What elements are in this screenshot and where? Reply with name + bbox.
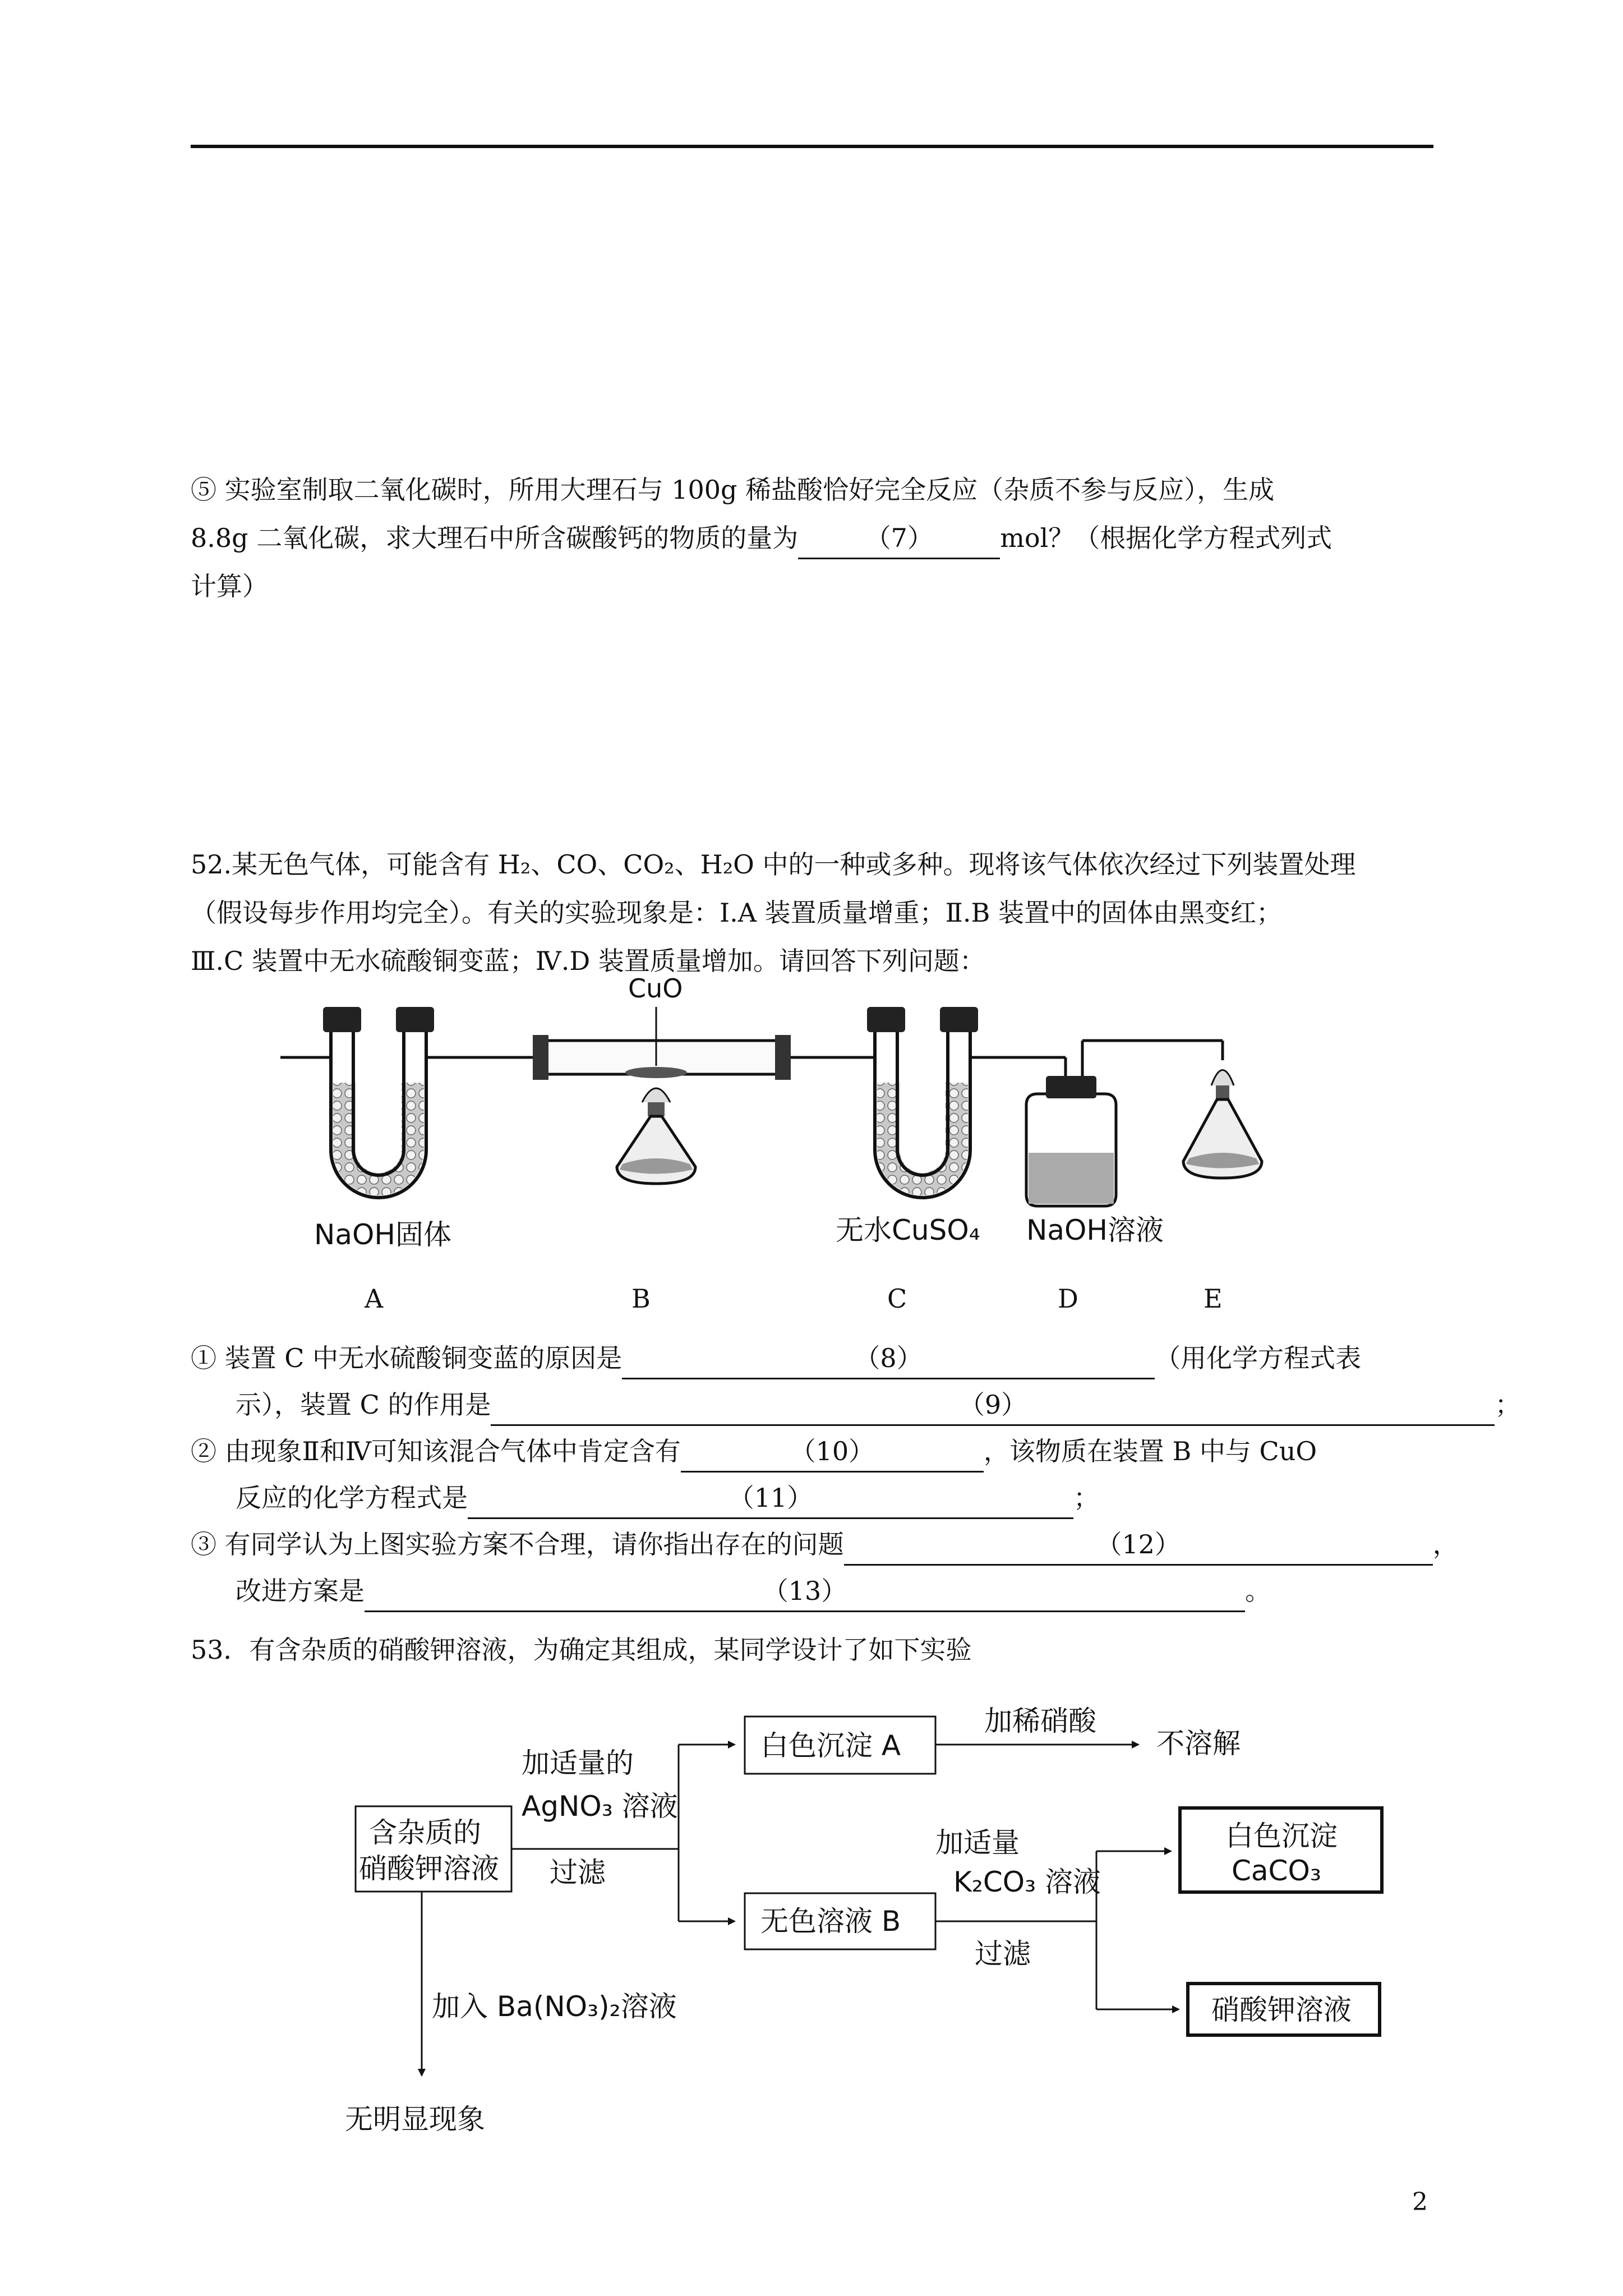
q52-line3: Ⅲ.C 装置中无水硫酸铜变蓝；Ⅳ.D 装置质量增加。请回答下列问题： [191, 946, 985, 976]
q52-sub1-line2: 示），装置 C 的作用是 （9） ； [236, 1382, 1520, 1428]
apparatus-letter-b: B [631, 1283, 651, 1314]
start-box-line1: 含杂质的 [369, 1816, 481, 1849]
q51-5-line2: 8.8g 二氧化碳，求大理石中所含碳酸钙的物质的量为 （7） mol？（根据化学方程式列式 [191, 515, 1332, 561]
step1-top-label: 加适量的 [522, 1747, 634, 1779]
label-cuo: CuO [628, 976, 683, 1004]
page-number: 2 [1412, 2188, 1428, 2216]
q53-intro: 53．有含杂质的硝酸钾溶液，为确定其组成，某同学设计了如下实验 [191, 1635, 972, 1665]
answer-blank-12[interactable]: （12） [844, 1525, 1433, 1566]
q52-sub3-line1: ③ 有同学认为上图实验方案不合理，请你指出存在的问题 （12） ， [191, 1521, 1459, 1567]
answer-blank-11[interactable]: （11） [468, 1478, 1073, 1519]
start-box-line2: 硝酸钾溶液 [359, 1852, 499, 1885]
apparatus-letter-e: E [1204, 1283, 1223, 1314]
q51-5-line1: ⑤ 实验室制取二氧化碳时，所用大理石与 100g 稀盐酸恰好完全反应（杂质不参与反应），生成 [191, 475, 1275, 505]
step1-reagent: AgNO₃ 溶液 [522, 1790, 678, 1823]
q52-sub2-line2: 反应的化学方程式是 （11） ； [236, 1475, 1099, 1521]
apparatus-letter-c: C [887, 1283, 907, 1314]
step2-bottom-label: 过滤 [975, 1938, 1031, 1970]
step2-top-label: 加适量 [935, 1826, 1020, 1859]
apparatus-letter-d: D [1058, 1283, 1078, 1314]
acid-label: 加稀硝酸 [984, 1705, 1096, 1737]
no-change-label: 无明显现象 [345, 2103, 485, 2136]
answer-blank-8[interactable]: （8） [622, 1338, 1155, 1379]
down-reagent-label: 加入 Ba(NO₃)₂溶液 [432, 1990, 677, 2023]
box-a-label: 白色沉淀 A [760, 1729, 901, 1762]
label-naoh-solution: NaOH溶液 [1026, 1214, 1164, 1246]
answer-blank-9[interactable]: （9） [491, 1385, 1495, 1426]
step1-bottom-label: 过滤 [550, 1856, 606, 1889]
caco3-line2: CaCO₃ [1232, 1855, 1321, 1887]
answer-blank-10[interactable]: （10） [681, 1432, 984, 1473]
q52-sub3-line2: 改进方案是 （13） 。 [236, 1568, 1271, 1614]
caco3-line1: 白色沉淀 [1225, 1820, 1338, 1852]
label-cuso4: 无水CuSO₄ [836, 1214, 980, 1246]
box-b-label: 无色溶液 B [760, 1905, 901, 1938]
step2-reagent: K₂CO₃ 溶液 [953, 1866, 1101, 1898]
q52-sub2-line1: ② 由现象Ⅱ和Ⅳ可知该混合气体中肯定含有 （10） ，该物质在装置 B 中与 CuO [191, 1428, 1317, 1474]
label-naoh-solid: NaOH固体 [314, 1218, 451, 1251]
answer-blank-13[interactable]: （13） [365, 1571, 1245, 1612]
q52-sub1-line1: ① 装置 C 中无水硫酸铜变蓝的原因是 （8） （用化学方程式表 [191, 1335, 1361, 1381]
answer-blank-7[interactable]: （7） [798, 518, 1000, 559]
kno3-box-label: 硝酸钾溶液 [1211, 1994, 1352, 2026]
q51-5-line3: 计算） [191, 571, 268, 601]
q52-line2: （假设每步作用均完全）。有关的实验现象是：Ⅰ.A 装置质量增重；Ⅱ.B 装置中的固体由黑变红； [191, 898, 1282, 928]
q52-line1: 52.某无色气体，可能含有 H₂、CO、CO₂、H₂O 中的一种或多种。现将该气体依次经过下列装置处理 [191, 849, 1356, 880]
apparatus-letter-a: A [365, 1283, 384, 1314]
insoluble-label: 不溶解 [1156, 1727, 1241, 1760]
